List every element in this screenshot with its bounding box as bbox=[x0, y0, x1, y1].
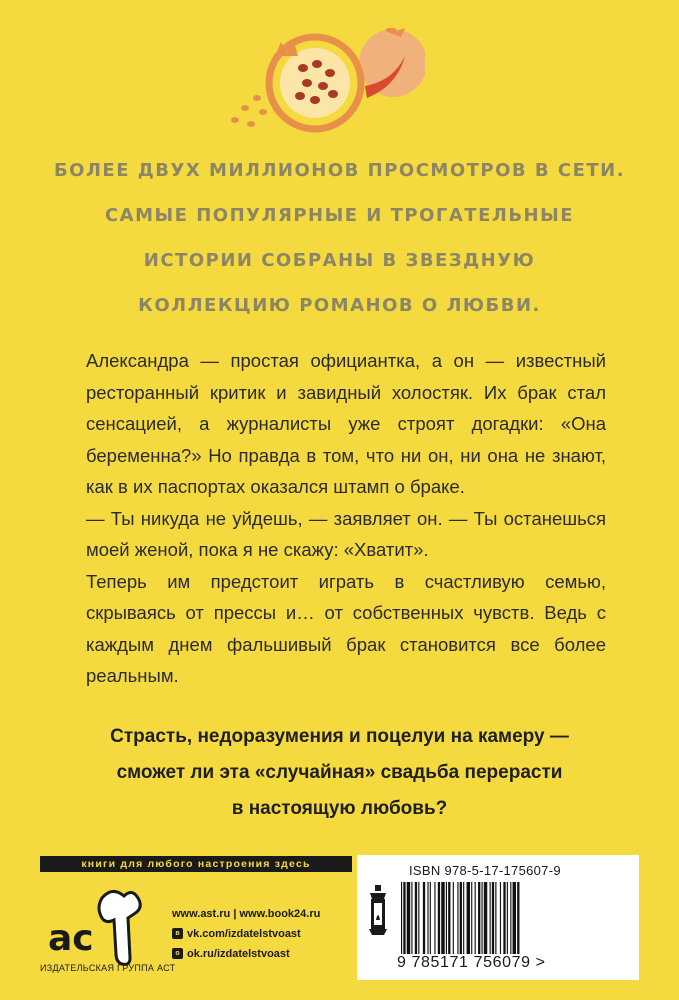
ast-logo bbox=[40, 884, 155, 969]
barcode-bar bbox=[513, 882, 516, 954]
publisher-name: ИЗДАТЕЛЬСКАЯ ГРУППА АСТ bbox=[40, 963, 176, 973]
barcode-bar bbox=[403, 882, 405, 954]
barcode-bar bbox=[467, 882, 470, 954]
barcode-bar bbox=[415, 882, 417, 954]
annotation-paragraph: Александра — простая официантка, а он — известный ресторанный критик и завидный холостяк. Их брак стал сенсацией, а журналисты уже строят догадки: «Она беременна?» Но правда в том, что ни он, ни она не знают, как в их паспортах оказался штамп о браке. bbox=[86, 350, 606, 497]
vk-link-text: vk.com/izdatelstvoast bbox=[187, 927, 301, 940]
barcode-bar bbox=[434, 882, 435, 954]
barcode bbox=[397, 882, 622, 954]
barcode-bar bbox=[411, 882, 412, 954]
tagline-line: САМЫЕ ПОПУЛЯРНЫЕ И ТРОГАТЕЛЬНЫЕ bbox=[104, 205, 575, 226]
barcode-bar bbox=[507, 882, 508, 954]
barcode-bar bbox=[401, 882, 402, 954]
tagline-line: КОЛЛЕКЦИЮ РОМАНОВ О ЛЮБВИ. bbox=[138, 295, 541, 316]
tagline bbox=[0, 148, 679, 328]
teaser-line: сможет ли эта «случайная» свадьба перерасти bbox=[116, 762, 563, 783]
svg-text:ac: ac bbox=[48, 918, 94, 959]
barcode-bar bbox=[471, 882, 472, 954]
barcode-bar bbox=[484, 882, 487, 954]
barcode-bar bbox=[430, 882, 431, 954]
ok-link-text: ok.ru/izdatelstvoast bbox=[187, 947, 290, 960]
ok-link[interactable] bbox=[172, 945, 320, 962]
pomegranate-illustration bbox=[215, 28, 425, 138]
barcode-bar bbox=[517, 882, 519, 954]
barcode-bar bbox=[427, 882, 428, 954]
teaser-text bbox=[0, 719, 679, 827]
annotation-paragraph: — Ты никуда не уйдешь, — заявляет он. — Ты останешься моей женой, пока я не скажу: «Хватит». bbox=[86, 507, 606, 560]
barcode-bar bbox=[482, 882, 483, 954]
lantern-icon bbox=[367, 885, 389, 943]
annotation-paragraph: Теперь им предстоит играть в счастливую семью, скрываясь от прессы и… от собственных чувств. Ведь с каждым днем фальшивый брак становится все более реальным. bbox=[86, 570, 606, 686]
ok-icon: о bbox=[172, 948, 183, 959]
barcode-bar bbox=[457, 882, 458, 954]
barcode-bar bbox=[510, 882, 511, 954]
barcode-bar bbox=[418, 882, 419, 954]
website-links[interactable]: www.ast.ru | www.book24.ru bbox=[172, 907, 321, 920]
barcode-bar bbox=[475, 882, 476, 954]
barcode-bar bbox=[463, 882, 464, 954]
isbn-label: ISBN 978-5-17-175607-9 bbox=[409, 863, 561, 878]
teaser-line: Страсть, недоразумения и поцелуи на камеру — bbox=[110, 726, 569, 747]
barcode-bar bbox=[407, 882, 410, 954]
barcode-digits: 9 785171 756079 > bbox=[397, 954, 546, 971]
annotation-text bbox=[86, 345, 606, 692]
barcode-bar bbox=[446, 882, 447, 954]
barcode-panel bbox=[357, 855, 639, 980]
barcode-bar bbox=[495, 882, 496, 954]
barcode-bar bbox=[500, 882, 501, 954]
barcode-bar bbox=[460, 882, 462, 954]
barcode-bar bbox=[490, 882, 491, 954]
tagline-line: БОЛЕЕ ДВУХ МИЛЛИОНОВ ПРОСМОТРОВ В СЕТИ. bbox=[53, 160, 626, 181]
barcode-bar bbox=[438, 882, 440, 954]
barcode-bar bbox=[453, 882, 454, 954]
slogan-strip: книги для любого настроения здесь bbox=[40, 856, 352, 872]
barcode-bar bbox=[503, 882, 505, 954]
barcode-bar bbox=[448, 882, 450, 954]
barcode-bar bbox=[441, 882, 444, 954]
teaser-line: в настоящую любовь? bbox=[231, 798, 448, 819]
vk-link[interactable] bbox=[172, 925, 320, 942]
publisher-contacts bbox=[172, 905, 320, 962]
barcode-bar bbox=[492, 882, 494, 954]
barcode-bar bbox=[478, 882, 480, 954]
barcode-bar bbox=[423, 882, 425, 954]
vk-icon: в bbox=[172, 928, 183, 939]
tagline-line: ИСТОРИИ СОБРАНЫ В ЗВЕЗДНУЮ bbox=[143, 250, 536, 271]
